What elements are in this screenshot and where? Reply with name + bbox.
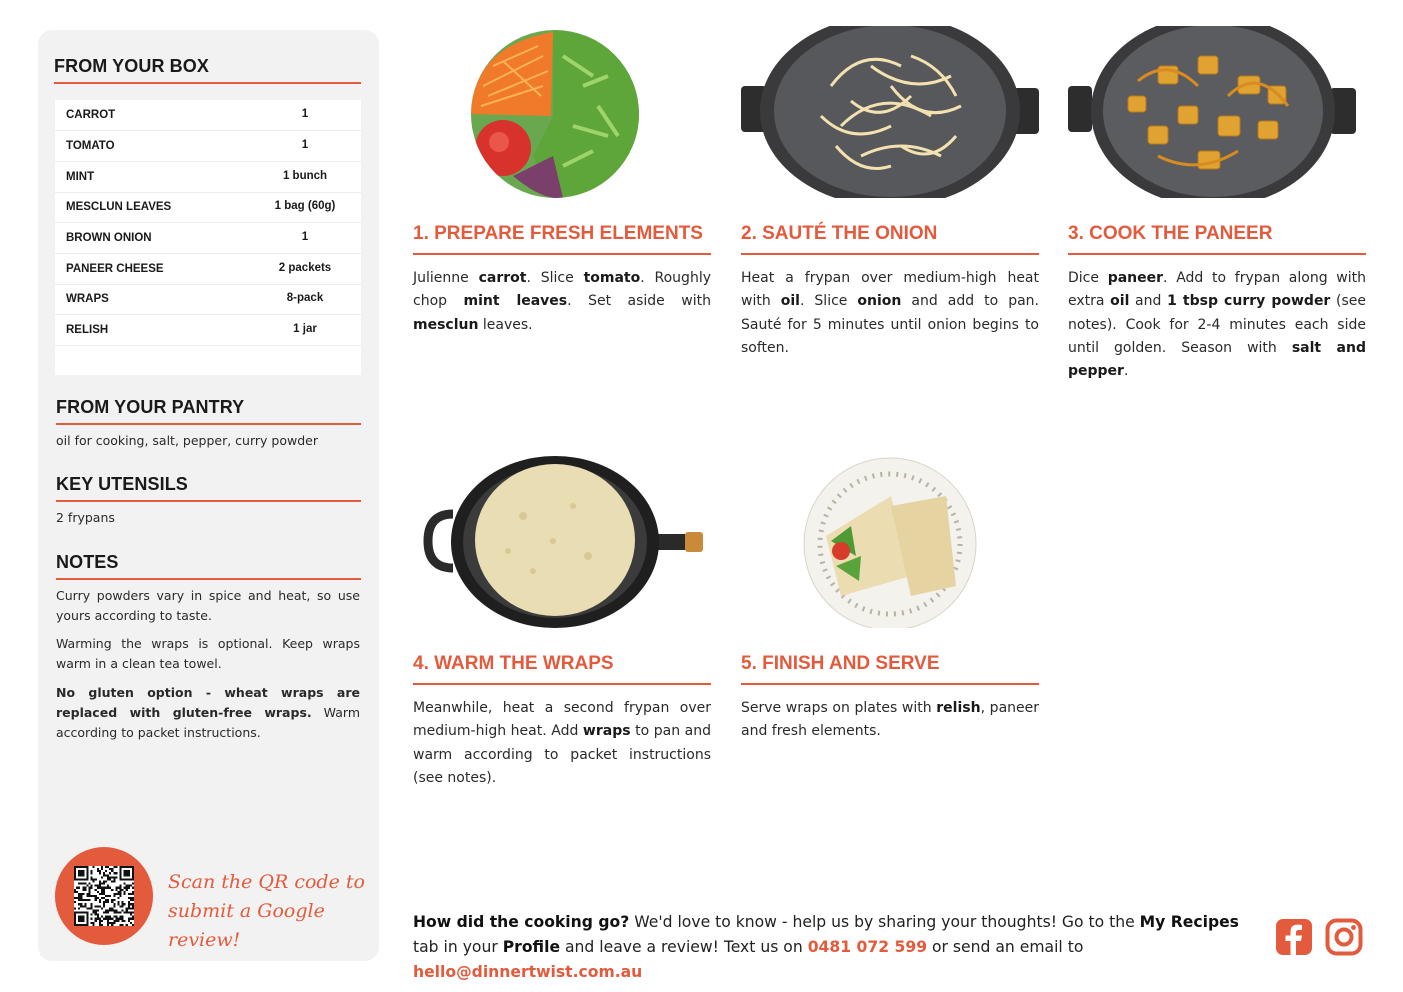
step-2-text: Heat a frypan over medium-high heat with oil. Slice onion and add to pan. Sauté for 5 minutes until onion begins to soften.: [741, 270, 1040, 356]
ingredient-qty: 1 jar: [293, 323, 317, 335]
qr-code[interactable]: [74, 866, 134, 926]
ingredient-qty: 1: [301, 108, 309, 120]
qr-caption: [168, 868, 368, 955]
ingredient-name: BROWN ONION: [66, 232, 152, 244]
ingredient-name: TOMATO: [66, 140, 115, 152]
step-5-rule: [741, 683, 1039, 685]
highlight-ingredient: relish: [936, 700, 981, 716]
step-3-rule: [1068, 253, 1366, 255]
table-row: [55, 223, 361, 254]
instagram-icon[interactable]: [1325, 918, 1363, 956]
box-title: FROM YOUR BOX: [54, 56, 209, 76]
ingredient-qty: 1: [301, 231, 309, 243]
step-4-photo: [413, 456, 711, 628]
notes-title: NOTES: [56, 552, 119, 572]
highlight-ingredient: carrot: [478, 270, 527, 286]
footer-text: and leave a review! Text us on: [560, 938, 808, 956]
highlight-ingredient: salt and pepper: [1068, 339, 1366, 380]
table-row: [55, 131, 361, 162]
footer-my-recipes: My Recipes: [1139, 913, 1239, 931]
note-wraps: Warming the wraps is optional. Keep wraps warm in a clean tea towel.: [56, 636, 360, 671]
qr-badge: [55, 847, 153, 945]
highlight-ingredient: mesclun: [413, 316, 479, 333]
note-curry: Curry powders vary in spice and heat, so use yours according to taste.: [56, 588, 360, 623]
utensils-text: 2 frypans: [56, 510, 115, 525]
step-5-title: 5. FINISH AND SERVE: [741, 653, 940, 674]
ingredient-name: MESCLUN LEAVES: [66, 201, 172, 213]
step-4-title: 4. WARM THE WRAPS: [413, 653, 614, 674]
ingredient-qty: 2 packets: [278, 262, 332, 274]
step-2-photo: [741, 26, 1039, 198]
box-title-rule: [54, 82, 361, 84]
pantry-title-rule: [56, 423, 361, 425]
ingredient-name: WRAPS: [66, 293, 109, 305]
ingredient-name: MINT: [66, 171, 95, 183]
step-3-photo: [1068, 26, 1366, 198]
ingredient-name: RELISH: [66, 324, 109, 336]
table-row: [55, 192, 361, 223]
step-3-title: 3. COOK THE PANEER: [1068, 223, 1273, 244]
step-5-photo: [741, 456, 1039, 628]
sidebar: [38, 30, 379, 961]
footer-text: We'd love to know - help us by sharing your thoughts! Go to the: [629, 913, 1140, 931]
pantry-text: oil for cooking, salt, pepper, curry powder: [56, 433, 318, 448]
step-3-text: Dice paneer. Add to frypan along with extra oil and 1 tbsp curry powder (see notes). Cook for 2-4 minutes each side until golden. Season with salt and pepper.: [1068, 270, 1367, 380]
step-2-rule: [741, 253, 1039, 255]
utensils-title-rule: [56, 500, 361, 502]
footer-text: tab in your: [413, 938, 503, 956]
ingredient-qty: 1 bag (60g): [274, 200, 336, 212]
footer-email-link[interactable]: hello@dinnertwist.com.au: [413, 963, 643, 981]
ingredient-name: CARROT: [66, 109, 116, 121]
step-1-rule: [413, 253, 711, 255]
highlight-ingredient: onion: [857, 293, 902, 310]
table-row: [55, 284, 361, 315]
step-1-photo: [413, 26, 711, 198]
qr-caption-line1: Scan the QR code to: [168, 871, 365, 893]
facebook-icon[interactable]: [1275, 918, 1313, 956]
table-row: [55, 315, 361, 346]
table-row: [55, 254, 361, 285]
notes-title-rule: [56, 578, 361, 580]
highlight-ingredient: oil: [1110, 293, 1130, 310]
ingredient-name: PANEER CHEESE: [66, 263, 164, 275]
feedback-footer: [413, 910, 1263, 985]
highlight-ingredient: tomato: [583, 270, 641, 286]
footer-profile: Profile: [502, 938, 561, 956]
step-4-text: Meanwhile, heat a second frypan over medium-high heat. Add wraps to pan and warm according to packet instructions (see notes).: [413, 700, 711, 786]
box-ingredients-table: [55, 100, 361, 375]
table-row: [55, 162, 361, 193]
step-5-text: Serve wraps on plates with relish, paneer and fresh elements.: [741, 700, 1040, 740]
step-1-text: Julienne carrot. Slice tomato. Roughly chop mint leaves. Set aside with mesclun leaves.: [413, 270, 711, 333]
highlight-ingredient: 1 tbsp curry powder: [1167, 293, 1331, 310]
highlight-ingredient: wraps: [582, 723, 631, 740]
ingredient-qty: 1 bunch: [282, 170, 328, 182]
qr-caption-line2: submit a Google review!: [168, 900, 325, 951]
note-gluten-rest: Warm according to packet instructions.: [56, 705, 361, 740]
ingredient-qty: 8-pack: [286, 292, 324, 304]
highlight-ingredient: paneer: [1107, 270, 1164, 286]
footer-question: How did the cooking go?: [413, 913, 630, 931]
footer-text: or send an email to: [927, 938, 1084, 956]
footer-phone-link[interactable]: 0481 072 599: [807, 938, 928, 956]
step-2-title: 2. SAUTÉ THE ONION: [741, 223, 938, 244]
utensils-title: KEY UTENSILS: [56, 474, 188, 494]
step-4-rule: [413, 683, 711, 685]
step-1-title: 1. PREPARE FRESH ELEMENTS: [413, 223, 703, 244]
note-gluten: [56, 683, 360, 743]
table-row: [55, 100, 361, 131]
highlight-ingredient: mint leaves: [463, 293, 568, 310]
note-gluten-bold: No gluten option - wheat wraps are replaced with gluten-free wraps.: [56, 685, 360, 720]
pantry-title: FROM YOUR PANTRY: [56, 397, 245, 417]
highlight-ingredient: oil: [780, 293, 800, 310]
ingredient-qty: 1: [301, 139, 309, 151]
